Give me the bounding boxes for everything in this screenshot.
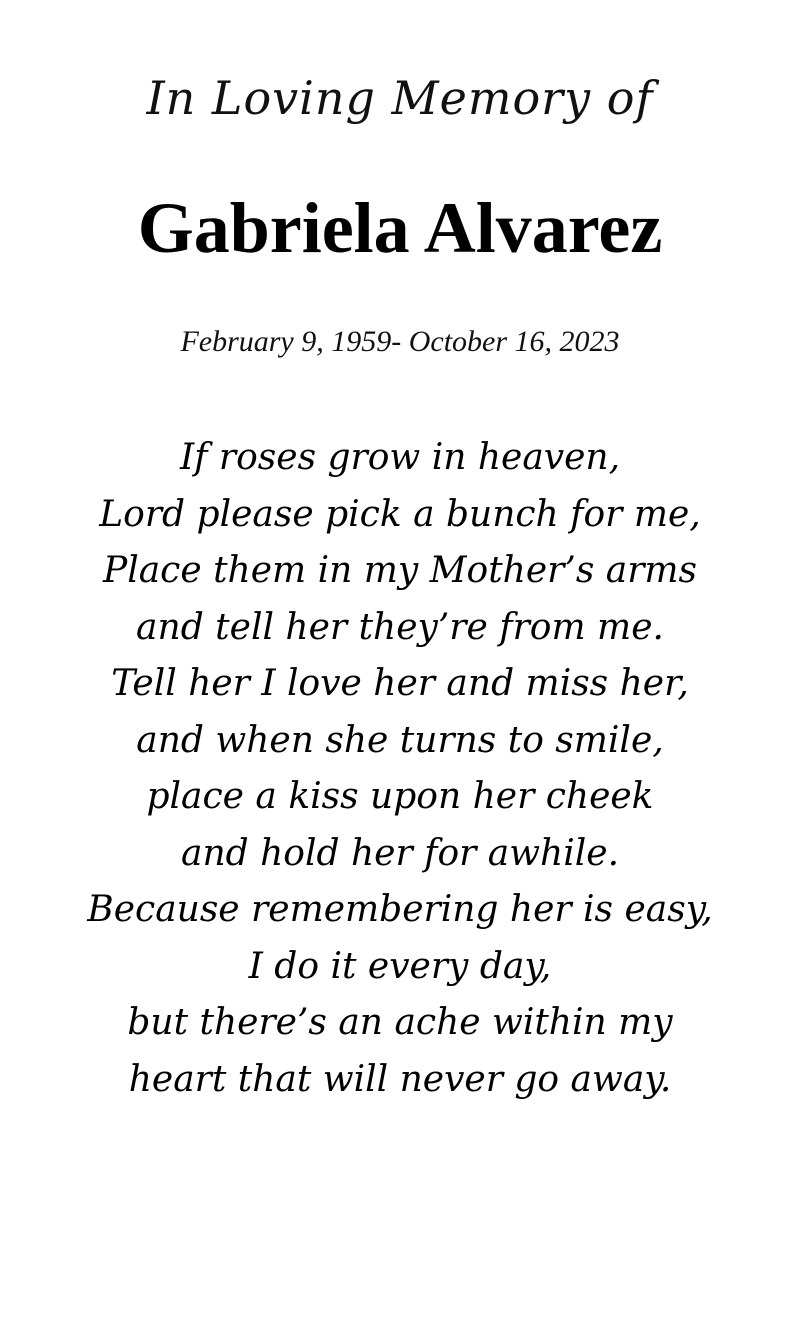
deceased-name: Gabriela Alvarez [137, 188, 663, 268]
poem-line: Tell her I love her and miss her, [111, 663, 689, 704]
poem-line: Lord please pick a bunch for me, [99, 493, 701, 535]
poem-line: and hold her for awhile. [180, 832, 620, 874]
poem-line: place a kiss upon her cheek [146, 776, 654, 817]
poem-line: heart that will never go away. [128, 1058, 672, 1100]
life-dates: February 9, 1959- October 16, 2023 [180, 325, 620, 358]
poem-line: but there’s an ache within my [127, 1002, 673, 1043]
memorial-heading: In Loving Memory of [146, 71, 654, 125]
poem-line: If roses grow in heaven, [179, 437, 621, 478]
poem-line: and when she turns to smile, [136, 719, 664, 761]
poem-line: I do it every day, [248, 945, 552, 987]
memorial-poem [0, 430, 800, 1108]
poem-line: Because remembering her is easy, [87, 889, 713, 930]
poem-line: and tell her they’re from me. [136, 606, 664, 648]
poem-line: Place them in my Mother’s arms [102, 550, 698, 591]
